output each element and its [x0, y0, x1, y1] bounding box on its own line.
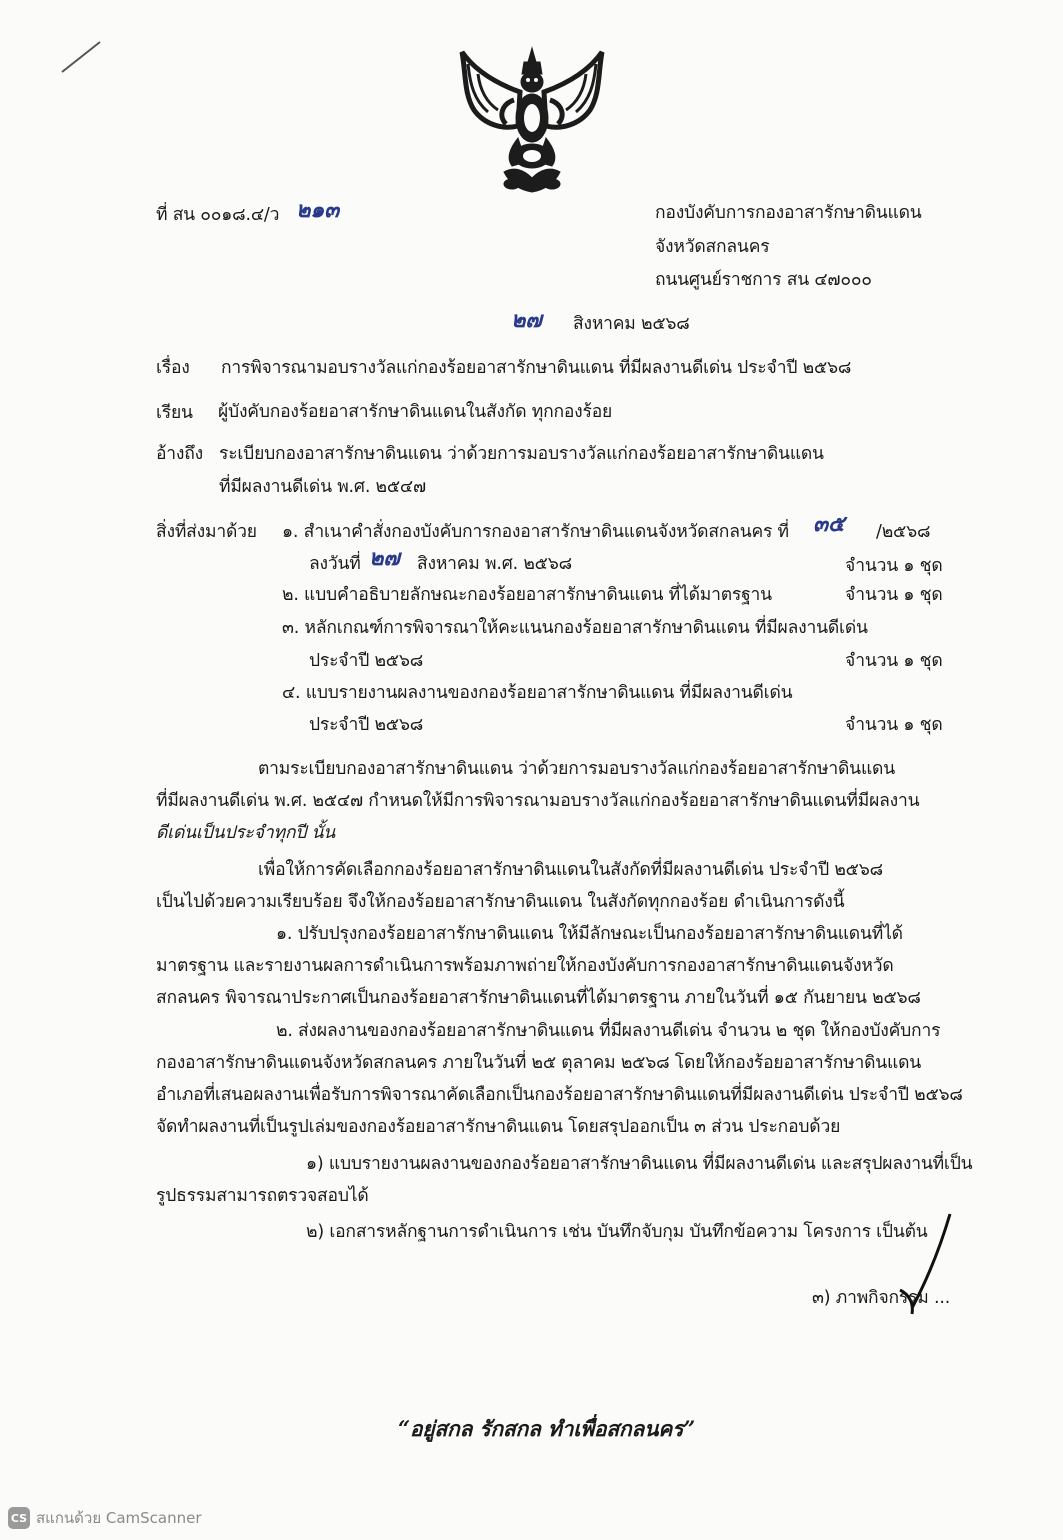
body-subitem1-line-2: รูปธรรมสามารถตรวจสอบได้	[156, 1186, 369, 1206]
enclosure-1-date-prefix: ลงวันที่	[309, 554, 361, 574]
body-subitem1-line-1: ๑) แบบรายงานผลงานของกองร้อยอาสารักษาดินแดน ที่มีผลงานดีเด่น และสรุปผลงานที่เป็น	[306, 1154, 973, 1174]
org-name: กองบังคับการกองอาสารักษาดินแดน	[655, 203, 922, 223]
org-street: ถนนศูนย์ราชการ สน ๔๗๐๐๐	[655, 270, 872, 290]
enclosure-1-handwritten-day: ๒๗	[369, 545, 400, 571]
handwritten-initial-mark	[890, 1208, 960, 1324]
enclosure-1-quantity: จำนวน ๑ ชุด	[845, 556, 943, 576]
recipient-text: ผู้บังคับกองร้อยอาสารักษาดินแดนในสังกัด ทุกกองร้อย	[218, 402, 613, 422]
body-item2-line-1: ๒. ส่งผลงานของกองร้อยอาสารักษาดินแดน ที่มีผลงานดีเด่น จำนวน ๒ ชุด ให้กองบังคับการ	[276, 1021, 941, 1041]
date-day-handwritten: ๒๗	[511, 307, 542, 333]
continuation-marker: ๓) ภาพกิจกรรม ...	[812, 1288, 951, 1308]
org-province: จังหวัดสกลนคร	[655, 237, 770, 257]
reference-line-1: ระเบียบกองอาสารักษาดินแดน ว่าด้วยการมอบรางวัลแก่กองร้อยอาสารักษาดินแดน	[219, 444, 824, 464]
body-item1-line-2: มาตรฐาน และรายงานผลการดำเนินการพร้อมภาพถ่ายให้กองบังคับการกองอาสารักษาดินแดนจังหวัด	[156, 956, 894, 976]
motto: “อยู่สกล รักสกล ทำเพื่อสกลนคร”	[398, 1416, 696, 1441]
scanner-watermark	[8, 1506, 202, 1530]
body-item1-line-3: สกลนคร พิจารณาประกาศเป็นกองร้อยอาสารักษาดินแดนที่ได้มาตรฐาน ภายในวันที่ ๑๕ กันยายน ๒๕๖๘	[156, 988, 921, 1008]
body-subitem2-line-1: ๒) เอกสารหลักฐานการดำเนินการ เช่น บันทึกจับกุม บันทึกข้อความ โครงการ เป็นต้น	[306, 1222, 928, 1242]
enclosure-4-line-1: ๔. แบบรายงานผลงานของกองร้อยอาสารักษาดินแดน ที่มีผลงานดีเด่น	[282, 683, 793, 703]
recipient-label: เรียน	[156, 403, 193, 423]
reference-label: อ้างถึง	[156, 444, 204, 464]
enclosure-3-line-1: ๓. หลักเกณฑ์การพิจารณาให้คะแนนกองร้อยอาสารักษาดินแดน ที่มีผลงานดีเด่น	[282, 618, 868, 638]
garuda-emblem	[448, 44, 616, 196]
ref-number-label: ที่ สน ๐๐๑๘.๔/ว	[156, 205, 280, 225]
body-item2-line-4: จัดทำผลงานที่เป็นรูปเล่มของกองร้อยอาสารักษาดินแดน โดยสรุปออกเป็น ๓ ส่วน ประกอบด้วย	[156, 1117, 841, 1137]
subject-text: การพิจารณามอบรางวัลแก่กองร้อยอาสารักษาดินแดน ที่มีผลงานดีเด่น ประจำปี ๒๕๖๘	[221, 358, 852, 378]
enclosure-1-handwritten-number: ๓๕	[813, 511, 845, 537]
enclosure-1-line-1: ๑. สำเนาคำสั่งกองบังคับการกองอาสารักษาดินแดนจังหวัดสกลนคร ที่	[282, 522, 789, 542]
enclosure-2-quantity: จำนวน ๑ ชุด	[845, 585, 943, 605]
body-p2-line-1: เพื่อให้การคัดเลือกกองร้อยอาสารักษาดินแดนในสังกัดที่มีผลงานดีเด่น ประจำปี ๒๕๖๘	[258, 860, 883, 880]
enclosure-4-quantity: จำนวน ๑ ชุด	[845, 715, 943, 735]
body-item2-line-2: กองอาสารักษาดินแดนจังหวัดสกลนคร ภายในวันที่ ๒๕ ตุลาคม ๒๕๖๘ โดยให้กองร้อยอาสารักษาดินแดน	[156, 1053, 922, 1073]
enclosure-4-line-2: ประจำปี ๒๕๖๘	[309, 715, 424, 735]
subject-label: เรื่อง	[156, 358, 190, 378]
scanner-text: สแกนด้วย CamScanner	[36, 1509, 202, 1527]
pen-mark	[58, 38, 108, 78]
body-p1-line-2: ที่มีผลงานดีเด่น พ.ศ. ๒๕๔๗ กำหนดให้มีการพิจารณามอบรางวัลแก่กองร้อยอาสารักษาดินแดนที่มีผลงาน	[156, 791, 920, 811]
enclosure-3-quantity: จำนวน ๑ ชุด	[845, 651, 943, 671]
body-item2-line-3: อำเภอที่เสนอผลงานเพื่อรับการพิจารณาคัดเลือกเป็นกองร้อยอาสารักษาดินแดนที่มีผลงานดีเด่น ประจำปี ๒๕๖๘	[156, 1085, 963, 1105]
date-month-year: สิงหาคม ๒๕๖๘	[573, 314, 690, 334]
body-p2-line-2: เป็นไปด้วยความเรียบร้อย จึงให้กองร้อยอาสารักษาดินแดน ในสังกัดทุกกองร้อย ดำเนินการดังนี้	[156, 892, 845, 912]
enclosure-3-line-2: ประจำปี ๒๕๖๘	[309, 651, 424, 671]
body-item1-line-1: ๑. ปรับปรุงกองร้อยอาสารักษาดินแดน ให้มีลักษณะเป็นกองร้อยอาสารักษาดินแดนที่ได้	[276, 924, 903, 944]
ref-number-handwritten: ๒๑๓	[296, 197, 339, 223]
body-p1-line-3: ดีเด่นเป็นประจำทุกปี นั้น	[156, 823, 336, 843]
enclosure-1-date-suffix: สิงหาคม พ.ศ. ๒๕๖๘	[417, 554, 572, 574]
camscanner-logo-icon: CS	[8, 1507, 30, 1529]
enclosures-label: สิ่งที่ส่งมาด้วย	[156, 522, 257, 542]
body-p1-line-1: ตามระเบียบกองอาสารักษาดินแดน ว่าด้วยการมอบรางวัลแก่กองร้อยอาสารักษาดินแดน	[258, 759, 895, 779]
enclosure-2-line-1: ๒. แบบคำอธิบายลักษณะกองร้อยอาสารักษาดินแดน ที่ได้มาตรฐาน	[282, 585, 772, 605]
reference-line-2: ที่มีผลงานดีเด่น พ.ศ. ๒๕๔๗	[219, 477, 426, 497]
enclosure-1-year: /๒๕๖๘	[876, 522, 931, 542]
